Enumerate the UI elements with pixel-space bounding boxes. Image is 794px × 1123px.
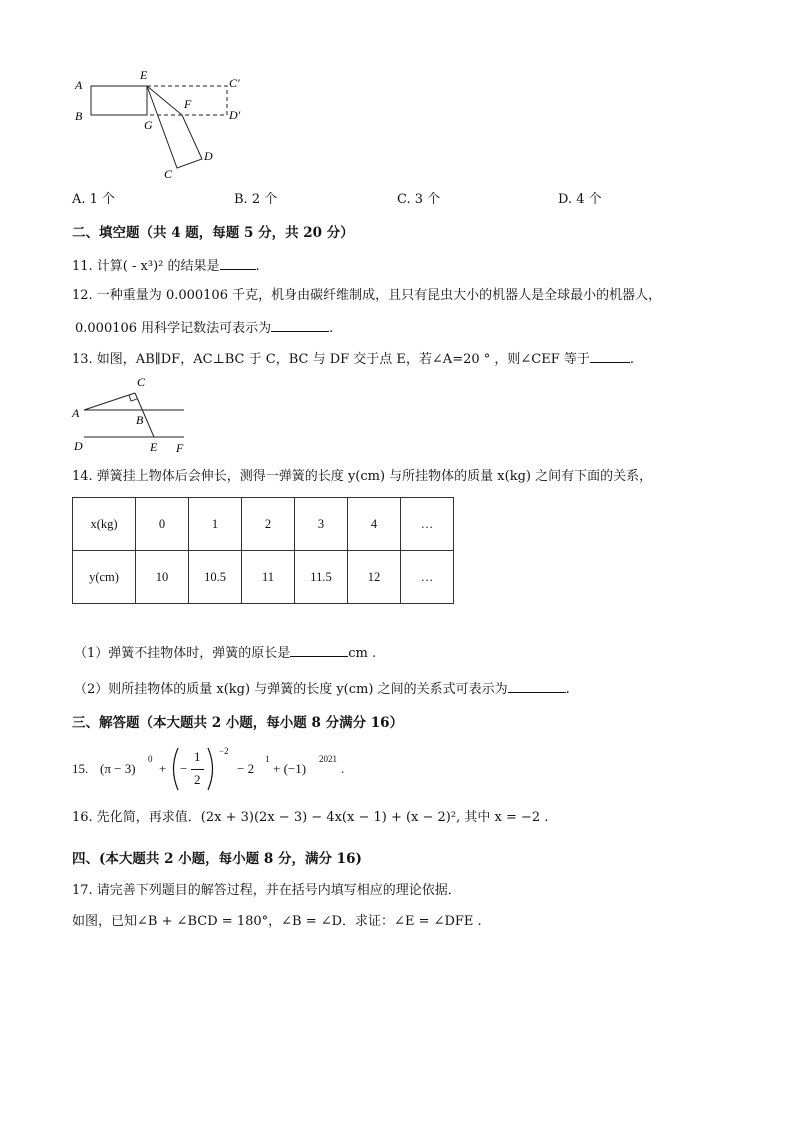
q10-option-c: C. 3 个 [397, 192, 441, 207]
q15-term-c: + (−1) [273, 761, 307, 776]
q15-term-a: (π − 3) [100, 761, 136, 776]
q11-end: . [255, 259, 260, 274]
fig10-label-f: F [184, 97, 192, 111]
table-cell: y(cm) [73, 551, 136, 604]
table-row [73, 498, 454, 551]
q13-text: 13. 如图，AB∥DF，AC⊥BC 于 C，BC 与 DF 交于点 E，若∠A=20 ° ，则∠CEF 等于 [72, 352, 590, 367]
table-cell: 4 [348, 498, 401, 551]
q15-plus: + [159, 761, 167, 776]
q12-end: . [329, 321, 334, 336]
fig10-label-c: C [164, 167, 173, 181]
section2-heading: 二、填空题（共 4 题，每题 5 分，共 20 分） [72, 225, 354, 241]
fig10-label-d-prime: D′ [229, 108, 241, 122]
q11-text: 11. 计算( - x³)² 的结果是 [72, 259, 220, 274]
fig10-label-e: E [140, 68, 148, 82]
fig13-label-f: F [176, 441, 184, 455]
table-cell: 10 [136, 551, 189, 604]
fig10-label-d: D [204, 149, 213, 163]
q14-sub2-end: . [565, 682, 570, 697]
q15-frac-den: 2 [194, 772, 201, 787]
q11-blank [220, 256, 256, 270]
q14-sub1-end: cm . [348, 646, 377, 661]
q10-option-d: D. 4 个 [558, 192, 602, 207]
right-paren-icon [206, 746, 218, 792]
q14-sub2 [74, 679, 570, 699]
table-cell: 0 [136, 498, 189, 551]
fig10-label-c-prime: C′ [229, 76, 240, 90]
q14-table [72, 497, 454, 604]
q12-line1: 12. 一种重量为 0.000106 千克，机身由碳纤维制成，且只有昆虫大小的机器人是全球最小的机器人， [72, 288, 662, 303]
q15-exp-0: 0 [148, 754, 153, 764]
q15-frac-num: 1 [194, 749, 201, 764]
table-cell: x(kg) [73, 498, 136, 551]
table-row [73, 551, 454, 604]
fig10-label-a: A [75, 78, 83, 92]
q14-text: 14. 弹簧挂上物体后会伸长，测得一弹簧的长度 y(cm) 与所挂物体的质量 x(kg) 之间有下面的关系， [72, 469, 653, 484]
q15-exp-1: 1 [265, 754, 270, 764]
q10-figure [70, 62, 260, 187]
q10-option-b: B. 2 个 [234, 192, 278, 207]
q12-blank [271, 318, 329, 332]
q10-option-a: A. 1 个 [72, 192, 116, 207]
q15-end: . [341, 761, 345, 776]
fig13-label-b: B [136, 413, 144, 427]
q15-term-b: − 2 [237, 761, 255, 776]
table-cell: 1 [189, 498, 242, 551]
q15-number: 15. [72, 761, 89, 776]
fig13-label-d: D [74, 439, 83, 453]
q13 [72, 349, 634, 369]
table-cell: 12 [348, 551, 401, 604]
table-cell: … [401, 498, 454, 551]
q14-sub1-text: （1）弹簧不挂物体时，弹簧的原长是 [74, 646, 291, 661]
fig13-label-a: A [72, 406, 80, 420]
q15-exp-neg2: −2 [219, 746, 229, 756]
table-cell: 3 [295, 498, 348, 551]
section3-heading: 三、解答题（本大题共 2 小题，每小题 8 分满分 16） [72, 715, 404, 731]
fig10-label-b: B [75, 109, 83, 123]
q15-frac-sign: − [180, 761, 188, 776]
table-cell: 11.5 [295, 551, 348, 604]
table-cell: 11 [242, 551, 295, 604]
fig13-label-c: C [137, 375, 146, 389]
q14-sub1-blank [290, 643, 348, 657]
fig10-label-g: G [144, 118, 153, 132]
q16-text: 16. 先化简，再求值．(2x + 3)(2x − 3) − 4x(x − 1) + (x − 2)², 其中 x = −2 . [72, 810, 549, 825]
table-cell: 10.5 [189, 551, 242, 604]
q13-end: . [629, 352, 635, 367]
fraction-bar [191, 769, 204, 770]
q13-figure [70, 373, 200, 455]
q14-sub2-text: （2）则所挂物体的质量 x(kg) 与弹簧的长度 y(cm) 之间的关系式可表示为 [74, 682, 508, 697]
q12-text: 0.000106 用科学记数法可表示为 [75, 321, 272, 336]
section4-heading: 四、(本大题共 2 小题，每小题 8 分，满分 16) [72, 851, 362, 867]
q14-sub2-blank [508, 679, 566, 693]
q14-sub1 [74, 643, 376, 663]
q17-line1: 17. 请完善下列题目的解答过程，并在括号内填写相应的理论依据． [72, 883, 461, 898]
q12-line2 [75, 318, 333, 338]
q11 [72, 256, 260, 276]
q13-blank [590, 349, 630, 363]
fig13-label-e: E [150, 440, 158, 454]
q17-line2: 如图，已知∠B + ∠BCD = 180°，∠B = ∠D．求证：∠E = ∠DFE . [72, 914, 482, 929]
q15-exp-2021: 2021 [319, 754, 337, 764]
left-paren-icon [168, 746, 180, 792]
table-cell: … [401, 551, 454, 604]
table-cell: 2 [242, 498, 295, 551]
